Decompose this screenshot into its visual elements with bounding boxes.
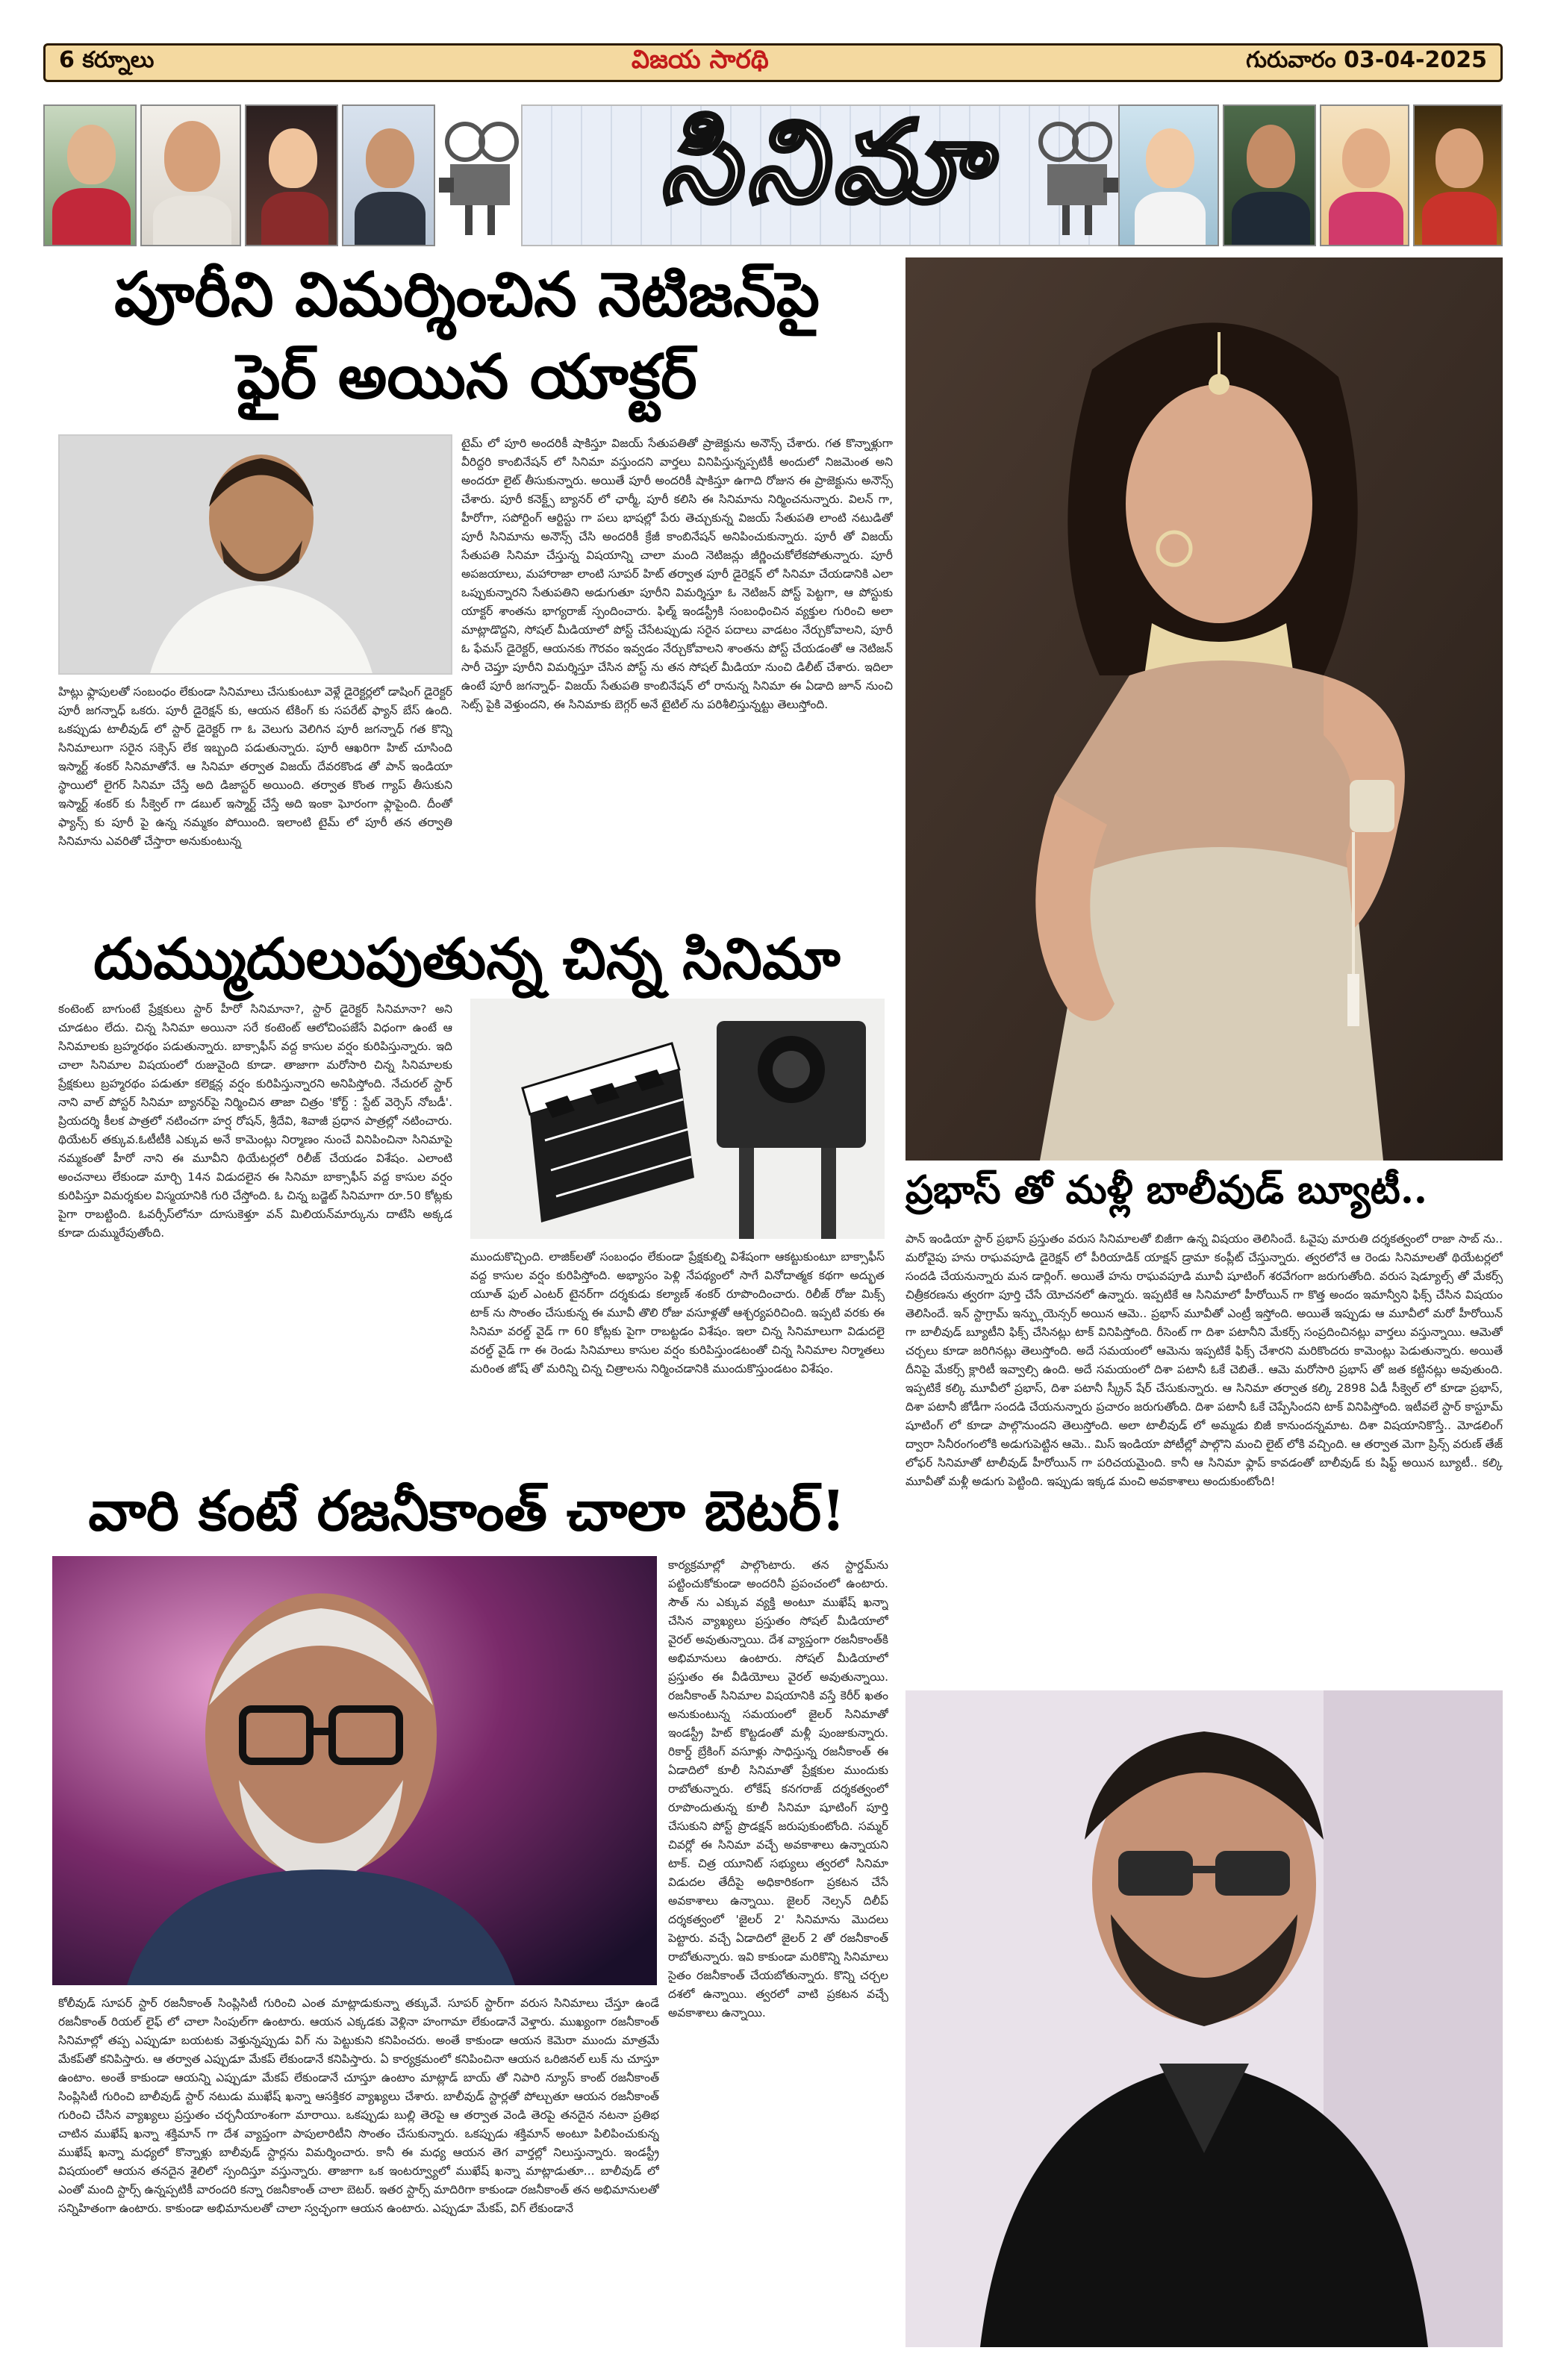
star-photo xyxy=(1223,104,1316,246)
article3-headline: వారి కంటే రజనీకాంత్ చాలా బెటర్! xyxy=(88,1479,846,1543)
star-photo xyxy=(1118,104,1219,246)
actress-portrait-illustration xyxy=(905,257,1503,1161)
prabhas-photo-illustration xyxy=(905,1690,1503,2347)
actress-portrait-photo xyxy=(905,257,1503,1161)
actor-photo xyxy=(58,434,452,675)
film-projector-icon xyxy=(1036,119,1118,239)
page-header-bar xyxy=(43,43,1503,82)
article4-body: పాన్ ఇండియా స్టార్ ప్రభాస్ ప్రస్తుతం వరుస సినిమాలతో బిజీగా ఉన్న విషయం తెలిసిందే. ఓవైపు మారుతి దర్శకత్వంలో రాజా సాబ్ ను.. మరోవైపు హను రాఘవపూడి డైరెక్షన్ లో పీరియాడిక్ యాక్షన్ డ్రామా కంప్లీట్ చేస్తున్నారు. త్వరలోనే ఆ రెండు సినిమాలతో థియేటర్లలో సందడి చేయనున్నారు మన డార్లింగ్. అయితే హను రాఘవపూడి మూవీ షూటింగ్ శరవేగంగా జరుగుతోంది. వరుస షెడ్యూల్స్ తో మేకర్స్ చిత్రీకరణను త్వరగా పూర్తి చేసే యోచనలో ఉన్నారు. ఇప్పటికే ఆ సినిమాలో హీరోయిన్ గా కొత్త అందం ఇమాన్వీని ఫిక్స్ చేసిన విషయం తెలిసిందే. ఇన్ స్టాగ్రామ్ ఇన్ఫ్లుయెన్సర్ అయిన ఆమె.. ప్రభాస్ మూవీతో ఎంట్రీ ఇస్తోంది. అయితే ఇప్పుడు ఆ మూవీలో మరో హీరోయిన్ గా బాలీవుడ్ బ్యూటీని ఫిక్స్ చేసినట్లు టాక్ వినిపిస్తోంది. రీసెంట్ గా దిశా పటానీని మేకర్స్ సంప్రదించినట్లు వార్తలు వస్తున్నాయి. ఆమెతో చర్చలు కూడా జరిగినట్లు తెలుస్తోంది. అదే సమయంలో ఆమెను ఇప్పటికే ఫిక్స్ చేశారని మరికొందరు కామెంట్లు పెడుతున్నారు. అయితే దీనిపై మేకర్స్ క్లారిటీ ఇవ్వాల్సి ఉంది. అదే సమయంలో దిశా పటానీ ఓకే చెబితే.. ఆమె మరోసారి ప్రభాస్ తో జత కట్టినట్లు అవుతుంది. ఇప్పటికే కల్కి మూవీలో ప్రభాస్, దిశా పటానీ స్క్రీన్ షేర్ చేసుకున్నారు. ఆ సినిమా తర్వాత కల్కి 2898 ఏడీ సీక్వెల్ లో కూడా ప్రభాస్, దిశా పటానీ జోడీగా సందడి చేయనున్నారు ప్రచారం జరుగుతోంది. దిశా పటానీ ఓకే చెప్పేసిందని టాక్ వినిపిస్తోంది. ఇటీవలే స్టార్ కాస్టూమ్ షూటింగ్ లో కూడా పాల్గొనుందని తెలుస్తోంది. అలా టాలీవుడ్ లో అమ్మడు బిజీ కానుందన్నమాట. దిశా విషయానికొస్తే.. మోడలింగ్ ద్వారా సినీరంగంలోకి అడుగుపెట్టిన ఆమె.. మిస్ ఇండియా పోటీల్లో పాల్గొని మంచి లైట్ లోకి వచ్చింది. ఆ తర్వాత మెగా ప్రిన్స్ వరుణ్ తేజ్ లోఫర్ సినిమాతో టాలీవుడ్ హీరోయిన్ గా పరిచయమైంది. కానీ ఆ సినిమా ఫ్లాప్ కావడంతో బాలీవుడ్ కు షిఫ్ట్ అయిన బ్యూటీ.. కల్కి మూవీతో మళ్లీ అడుగు పెట్టింది. ఇప్పుడు ఇక్కడ మంచి అవకాశాలు అందుకుంటోంది! xyxy=(905,1232,1503,1488)
article1-body-right: టైమ్ లో పూరి అందరికీ షాకిస్తూ విజయ్ సేతుపతితో ప్రాజెక్టును అనౌన్స్ చేశారు. గత కొన్నాళ్లుగా వీరిద్దరి కాంబినేషన్ లో సినిమా వస్తుందని వార్తలు వినిపిస్తున్నప్పటికీ అందులో నిజమెంత అని అందరూ లైట్ తీసుకున్నారు. అయితే పూరీ అందరికీ షాకిస్తూ ఉగాది రోజున ఈ ప్రాజెక్టును అనౌన్స్ చేశారు. పూరీ కనెక్ట్స్ బ్యానర్ లో ఛార్మీ, పూరీ కలిసి ఈ సినిమాను నిర్మించనున్నారు. విలన్ గా, హీరోగా, సపోర్టింగ్ ఆర్టిస్టు గా పలు భాషల్లో పేరు తెచ్చుకున్న విజయ్ సేతుపతి లాంటి నటుడితో పూరీ సినిమాను అనౌన్స్ చేసి అందరికీ క్రేజీ కాంబినేషన్ అనిపించుకున్నారు. పూరీ తో విజయ్ సేతుపతి సినిమా చేస్తున్న విషయాన్ని చాలా మంది నెటిజన్లు జీర్ణించుకోలేకపోతున్నారు. పూరీ అపజయాలు, మహారాజా లాంటి సూపర్ హిట్ తర్వాత పూరీ డైరెక్షన్ లో సినిమా చేయడానికి ఎలా ఒప్పుకున్నారని సేతుపతిని అడుగుతూ పూరీని విమర్శిస్తూ ఓ నెటిజన్ పోస్ట్ పెట్టగా, ఆ పోస్టుకు యాక్టర్ శాంతను భాగ్యరాజ్ స్పందించారు. ఫిల్మ్ ఇండస్ట్రీకి సంబంధించిన వ్యక్తుల గురించి అలా మాట్లాడొద్దని, సోషల్ మీడియాలో పోస్ట్ చేసేటప్పుడు సరైన పదాలు వాడటం నేర్చుకోవాలని, పూరీ ఓ ఫేమస్ డైరెక్టర్, ఆయనకు గౌరవం ఇవ్వడం నేర్చుకోవాలని శాంతను పోస్ట్ చేయడంతో ఆ నెటిజన్ సారీ చెప్తూ పూరీని విమర్శిస్తూ చేసిన పోస్ట్ ను తన సోషల్ మీడియా నుంచి డిలీట్ చేశారు. ఇదిలా ఉంటే పూరీ జగన్నాధ్- విజయ్ సేతుపతి కాంబినేషన్ లో రానున్న సినిమా ఈ ఏడాది జూన్ నుంచి సెట్స్ పైకి వెళ్తుందని, ఈ సినిమాకు బెగ్గర్ అనే టైటిల్ ను పరిశీలిస్తున్నట్టు తెలుస్తోంది. xyxy=(461,437,893,711)
cinema-masthead xyxy=(43,96,1503,246)
article1-headline xyxy=(43,254,891,418)
star-photo xyxy=(140,104,241,246)
paper-name: విజయ సారథి xyxy=(631,45,769,75)
section-title: సినిమా xyxy=(660,96,994,228)
rajinikanth-photo-illustration xyxy=(52,1556,657,1985)
film-clapperboard-photo xyxy=(470,999,885,1239)
actor-photo-illustration xyxy=(60,436,452,675)
prabhas-photo xyxy=(905,1690,1503,2347)
star-photo xyxy=(342,104,435,246)
page-label: 6 కర్నూలు xyxy=(59,47,155,73)
star-photo xyxy=(43,104,137,246)
film-projector-icon xyxy=(439,119,521,239)
article1-body-bottom: హిట్లు ఫ్లాపులతో సంబంధం లేకుండా సినిమాలు చేసుకుంటూ వెళ్లే డైరెక్టర్లలో డాషింగ్ డైరెక్టర్ పూరీ జగన్నాధ్ ఒకరు. పూరీ డైరెక్షన్ కు, ఆయన టేకింగ్ కు సపరేట్ ఫ్యాన్ బేస్ ఉంది. ఒకప్పుడు టాలీవుడ్ లో స్టార్ డైరెక్టర్ గా ఓ వెలుగు వెలిగిన పూరీ జగన్నాధ్ గత కొన్ని సినిమాలుగా సరైన సక్సెస్ లేక ఇబ్బంది పడుతున్నారు. పూరీ ఆఖరిగా హిట్ చూసింది ఇస్మార్ట్ శంకర్ సినిమాతోనే. ఆ సినిమా తర్వాత విజయ్ దేవరకొండ తో పాన్ ఇండియా స్థాయిలో లైగర్ సినిమా చేస్తే అది డిజాస్టర్ అయింది. తర్వాత కొంత గ్యాప్ తీసుకుని ఇస్మార్ట్ శంకర్ కు సీక్వెల్ గా డబుల్ ఇస్మార్ట్ చేస్తే అది ఇంకా ఘోరంగా ఫ్లాపైంది. దీంతో ఫ్యాన్స్ కు పూరీ పై ఉన్న నమ్మకం పోయింది. ఇలాంటి టైమ్ లో పూరీ తన తర్వాతి సినిమాను ఎవరితో చేస్తారా అనుకుంటున్న xyxy=(58,685,452,848)
rajinikanth-photo xyxy=(52,1556,657,1985)
article2-body-right: ముందుకొచ్చింది. లాజిక్‌లతో సంబంధం లేకుండా ప్రేక్షకుల్ని విశేషంగా ఆకట్టుకుంటూ బాక్సాఫీస్ వద్ద కాసుల వర్షం కురిపిస్తోంది. అభ్యాసం పెళ్లి నేపథ్యంలో సాగే వినోదాత్మక కథగా అద్భుత యూత్ ఫుల్ ఎంటర్ టైనర్‌గా దర్శకుడు కల్యాణ్ శంకర్ రూపొందించారు. రిలీజ్ రోజు మిక్స్ టాక్ ను సొంతం చేసుకున్న ఈ మూవీ తొలి రోజు వసూళ్లతో ఆశ్చర్యపరిచింది. ఇప్పటి వరకు ఈ సినిమా వరల్డ్ వైడ్ గా 60 కోట్లకు పైగా రాబట్టడం విశేషం. ఇలా చిన్న సినిమాలుగా విడుదలై వరల్డ్ వైడ్ గా ఈ రెండు సినిమాలు కాసుల వర్షం కురిపిస్తుండటంతో చిన్న సినిమాల నిర్మాతలు మరింత జోష్ తో మరిన్ని చిన్న చిత్రాలను నిర్మించడానికి ముందుకొస్తుండటం విశేషం. xyxy=(470,1250,885,1375)
article2-body-left: కంటెంట్ బాగుంటే ప్రేక్షకులు స్టార్ హీరో సినిమానా?, స్టార్ డైరెక్టర్ సినిమానా? అని చూడటం లేదు. చిన్న సినిమా అయినా సరే కంటెంట్ ఆలోచింపజేసే విధంగా ఉంటే ఆ సినిమాలకు బ్రహ్మరథం పడుతున్నారు. బాక్సాఫీస్ వద్ద కాసుల వర్షం కురిపిస్తున్నారు. ఇది చాలా సినిమాల విషయంలో రుజువైంది కూడా. తాజాగా మరోసారి చిన్న సినిమాలకు ప్రేక్షకులు బ్రహ్మరథం పడుతూ కలెక్షన్ల వర్షం కురిపిస్తున్నారని అనిపిస్తోంది. నేచురల్ స్టార్ నాని వాల్ పోస్టర్ సినిమా బ్యానర్‌పై నిర్మించిన తాజా చిత్రం 'కోర్ట్ : స్టేట్ వెర్సెస్ నోబడీ'. ప్రియదర్శి కీలక పాత్రలో నటించగా హర్ష రోషన్, శ్రీదేవి, శివాజీ ప్రధాన పాత్రల్లో నటించారు. థియేటర్ తక్కువ.ఓటీటీకి ఎక్కువ అనే కామెంట్లు నిర్మాణం నుంచే వినిపించినా సినిమాపై నమ్మకంతో హీరో నాని ఈ మూవీని థియేటర్లలో రిలీజ్ చేయడం విశేషం. ఎలాంటి అంచనాలు లేకుండా మార్చి 14న విడుదలైన ఈ సినిమా బాక్సాఫీస్ వద్ద కాసుల వర్షం కురిపిస్తూ విమర్శకుల విస్మయానికి గురి చేస్తోంది. ఓ చిన్న బడ్జెట్ సినిమాగా రూ.50 కోట్లకు పైగా రాబట్టింది. ఓవర్సీస్‌లోనూ దూసుకెళ్తూ వన్ మిలియన్‌మార్కును దాటేసి అక్కడ కూడా దుమ్మురేపుతోంది. xyxy=(58,1002,452,1240)
star-photo xyxy=(245,104,338,246)
article1-headline-line2: ఫైర్ అయిన యాక్టర్ xyxy=(237,341,697,413)
clapperboard-camera-illustration xyxy=(470,999,885,1239)
article2-headline: దుమ్ముదులుపుతున్న చిన్న సినిమా xyxy=(93,925,841,992)
article3-body-bottom: కోలీవుడ్ సూపర్ స్టార్ రజనీకాంత్ సింప్లిసిటీ గురించి ఎంత మాట్లాడుకున్నా తక్కువే. సూపర్ స్టార్‌గా వరుస సినిమాలు చేస్తూ ఉండే రజనీకాంత్ రియల్ లైఫ్ లో చాలా సింపుల్‌గా ఉంటారు. ఆయన ఎక్కడకు వెళ్లినా హంగామా లేకుండానే వెళ్తారు. ముఖ్యంగా రజనీకాంత్ సినిమాల్లో తప్ప ఎప్పుడూ బయటకు వెళ్తున్నప్పుడు విగ్ ను పెట్టుకుని కనిపించరు. అంతే కాకుండా ఆయన కెమెరా ముందు మాత్రమే మేకప్‌తో కనిపిస్తారు. ఆ తర్వాత ఎప్పుడూ మేకప్ లేకుండానే కనిపిస్తారు. ఏ కార్యక్రమంలో కనిపించినా ఆయన ఒరిజినల్ లుక్ ను చూస్తూ ఉంటాం. అంతే కాకుండా ఆయన్ని ఎప్పుడూ మేకప్ లేకుండానే చూస్తూ ఉంటాం మాట్లాడ్ బాయ్ తో నిపారి న్యూస్ కాంట్ రజనీకాంత్ సింప్లిసిటీ గురించి బాలీవుడ్ స్టార్ నటుడు ముఖేష్ ఖన్నా ఆసక్తికర వ్యాఖ్యలు చేశారు. బాలీవుడ్ స్టార్లతో పోల్చుతూ ఆయన రజనీకాంత్ గురించి చేసిన వ్యాఖ్యలు ప్రస్తుతం చర్చనీయాంశంగా మారాయి. ఒకప్పుడు బుల్లి తెరపై ఆ తర్వాత వెండి తెరపై తనదైన నటనా ప్రతిభ చాటిన ముఖేష్ ఖన్నా శక్తిమాన్ గా దేశ వ్యాప్తంగా పాపులారిటీని సొంతం చేసుకున్నారు. ఒకప్పుడు శక్తిమాన్ అంటూ పిలిపించుకున్న ముఖేష్ ఖన్నా మధ్యలో కొన్నాళ్లు బాలీవుడ్ స్టార్లను విమర్శించారు. కానీ ఈ మధ్య ఆయన తెగ వార్తల్లో నిలుస్తున్నారు. ఇండస్ట్రీ విషయంలో ఆయన తనదైన శైలిలో స్పందిస్తూ వస్తున్నారు. తాజాగా ఒక ఇంటర్వ్యూలో ముఖేష్ ఖన్నా మాట్లాడుతూ... బాలీవుడ్ లో ఎంతో మంది స్టార్స్ ఉన్నప్పటికీ వారందరి కన్నా రజనీకాంత్ చాలా బెటర్. ఇతర స్టార్స్ మాదిరిగా కాకుండా రజనీకాంత్ తన అభిమానులతో సన్నిహితంగా ఉంటారు. కాకుండా అభిమానులతో చాలా స్వచ్ఛంగా ఆయన ఉంటారు. ఎప్పుడూ మేకప్, విగ్ లేకుండానే xyxy=(58,1996,659,2215)
date-label: గురువారం 03-04-2025 xyxy=(1246,47,1487,73)
article1-headline-line1: పూరీని విమర్శించిన నెటిజన్‌పై xyxy=(114,259,820,331)
article4-headline: ప్రభాస్ తో మళ్లీ బాలీవుడ్ బ్యూటీ.. xyxy=(905,1167,1428,1213)
star-photo xyxy=(1413,104,1503,246)
article3-body-right: కార్యక్రమాల్లో పాల్గొంటారు. తన స్టార్డమ్‌ను పట్టించుకోకుండా అందరినీ ప్రపంచంలో ఉంటారు. సౌత్ ను ఎక్కువ వ్యక్తి అంటూ ముఖేష్ ఖన్నా చేసిన వ్యాఖ్యలు ప్రస్తుతం సోషల్ మీడియాలో వైరల్ అవుతున్నాయి. దేశ వ్యాప్తంగా రజనీకాంత్‌కి అభిమానులు ఉంటారు. సోషల్ మీడియాలో ప్రస్తుతం ఈ వీడియోలు వైరల్ అవుతున్నాయి. రజనీకాంత్ సినిమాల విషయానికి వస్తే కెరీర్ ఖతం అనుకుంటున్న సమయంలో జైలర్ సినిమాతో ఇండస్ట్రీ హిట్ కొట్టడంతో మళ్లీ పుంజుకున్నారు. రికార్డ్ బ్రేకింగ్ వసూళ్లు సాధిస్తున్న రజనీకాంత్ ఈ ఏడాదిలో కూలీ సినిమాతో ప్రేక్షకుల ముందుకు రాబోతున్నారు. లోకేష్ కనగరాజ్ దర్శకత్వంలో రూపొందుతున్న కూలీ సినిమా షూటింగ్ పూర్తి చేసుకుని పోస్ట్ ప్రొడక్షన్ జరుపుకుంటోంది. సమ్మర్ చివర్లో ఈ సినిమా వచ్చే అవకాశాలు ఉన్నాయని టాక్. చిత్ర యూనిట్ సభ్యులు త్వరలో సినిమా విడుదల తేదీపై అధికారికంగా ప్రకటన చేసే అవకాశాలు ఉన్నాయి. జైలర్ నెల్సన్ దిలీప్ దర్శకత్వంలో 'జైలర్ 2' సినిమాను మొదలు పెట్టారు. వచ్చే ఏడాదిలో జైలర్ 2 తో రజనీకాంత్ రాబోతున్నారు. ఇవి కాకుండా మరికొన్ని సినిమాలు సైతం రజనీకాంత్ చేయబోతున్నారు. కొన్ని చర్చల దశలో ఉన్నాయి. త్వరలో వాటి ప్రకటన వచ్చే అవకాశాలు ఉన్నాయి. xyxy=(668,1558,888,2020)
star-photo xyxy=(1320,104,1409,246)
